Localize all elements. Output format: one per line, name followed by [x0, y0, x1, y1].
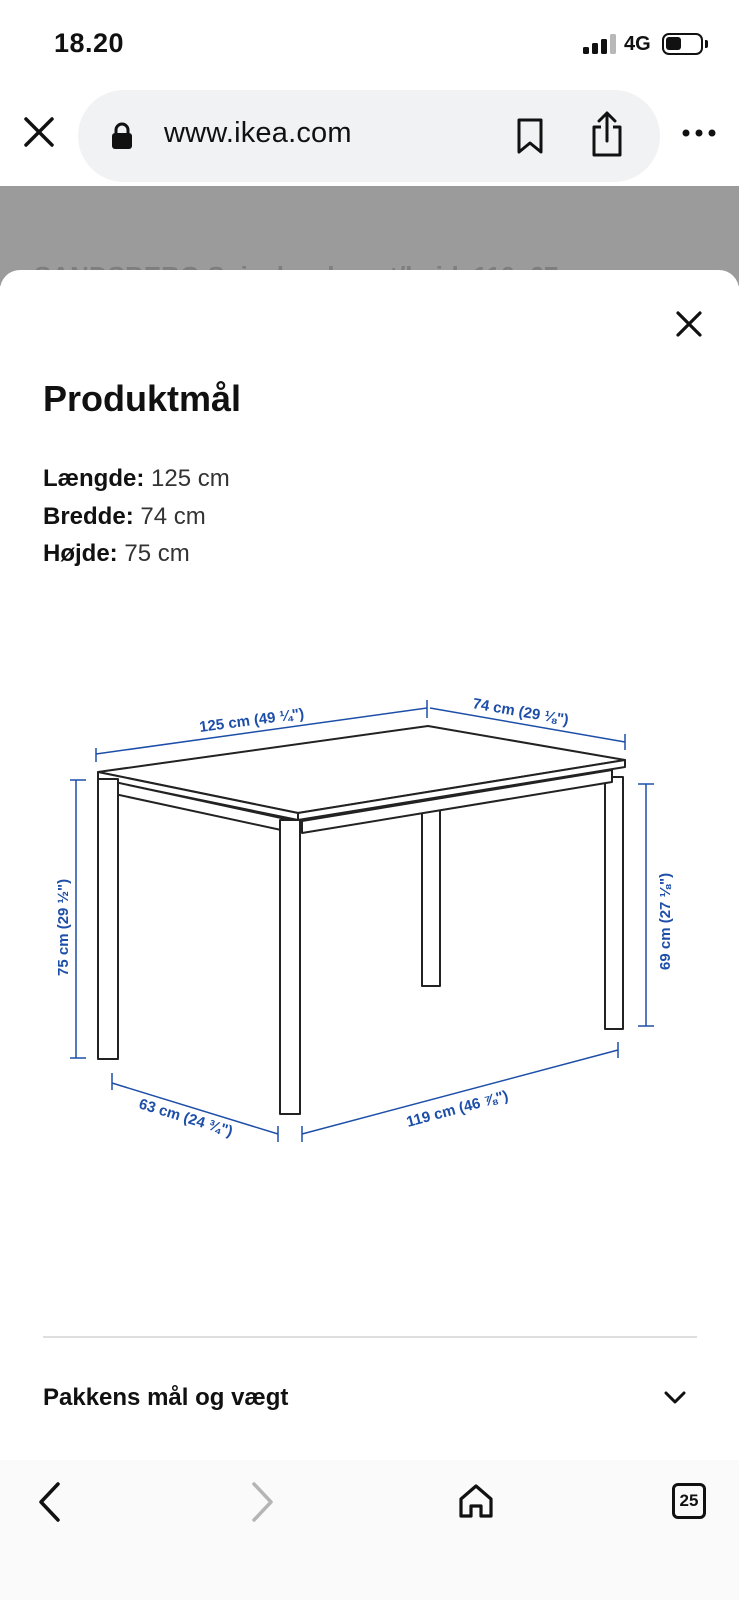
- dimension-label: Længde:: [43, 465, 145, 492]
- lock-icon: [111, 122, 133, 150]
- more-icon[interactable]: [681, 128, 717, 138]
- bookmark-icon[interactable]: [515, 117, 545, 155]
- dimension-row-width: [43, 498, 230, 536]
- battery-icon: [662, 33, 703, 55]
- url-text[interactable]: www.ikea.com: [164, 117, 352, 149]
- address-bar[interactable]: [78, 90, 660, 182]
- close-icon[interactable]: [672, 307, 706, 341]
- dimension-row-height: [43, 535, 230, 573]
- label-width-top: 74 cm (29 ⅛"): [471, 695, 570, 729]
- dimension-drawing: [40, 680, 700, 1170]
- battery-cap: [705, 40, 708, 48]
- browser-bar: [0, 88, 739, 186]
- status-bar: [0, 0, 739, 88]
- back-arrow-icon[interactable]: [36, 1480, 64, 1524]
- tabs-button[interactable]: 25: [672, 1483, 706, 1519]
- label-height-under: 69 cm (27 ⅛"): [657, 872, 674, 970]
- label-depth: 63 cm (24 ¾"): [136, 1095, 235, 1141]
- forward-arrow-icon[interactable]: [248, 1480, 276, 1524]
- label-length-top: 125 cm (49 ¼"): [198, 705, 306, 736]
- chevron-down-icon[interactable]: [663, 1390, 687, 1406]
- product-dimensions-sheet: [0, 270, 739, 1460]
- dimension-label: Bredde:: [43, 502, 134, 530]
- status-time: 18.20: [54, 28, 125, 58]
- dimension-value: 75 cm: [124, 540, 190, 567]
- dimension-row-length: [43, 460, 230, 498]
- label-height-total: 75 cm (29 ½"): [55, 878, 72, 976]
- accordion-label: Pakkens mål og vægt: [43, 1384, 289, 1411]
- share-icon[interactable]: [588, 110, 626, 158]
- signal-icon: [583, 34, 617, 54]
- dimension-list: [43, 460, 230, 573]
- table-illustration: [98, 726, 625, 1114]
- divider: [43, 1336, 697, 1338]
- dimension-label: Højde:: [43, 540, 118, 567]
- network-type: 4G: [624, 33, 651, 55]
- browser-toolbar: [0, 1460, 739, 1600]
- dimension-value: 125 cm: [151, 465, 230, 492]
- package-dimensions-accordion[interactable]: [43, 1380, 697, 1430]
- label-length-bottom: 119 cm (46 ⅞"): [404, 1087, 511, 1131]
- dimension-value: 74 cm: [140, 502, 206, 530]
- close-icon[interactable]: [20, 113, 58, 151]
- page-title: Produktmål: [43, 378, 242, 419]
- home-icon[interactable]: [457, 1482, 495, 1520]
